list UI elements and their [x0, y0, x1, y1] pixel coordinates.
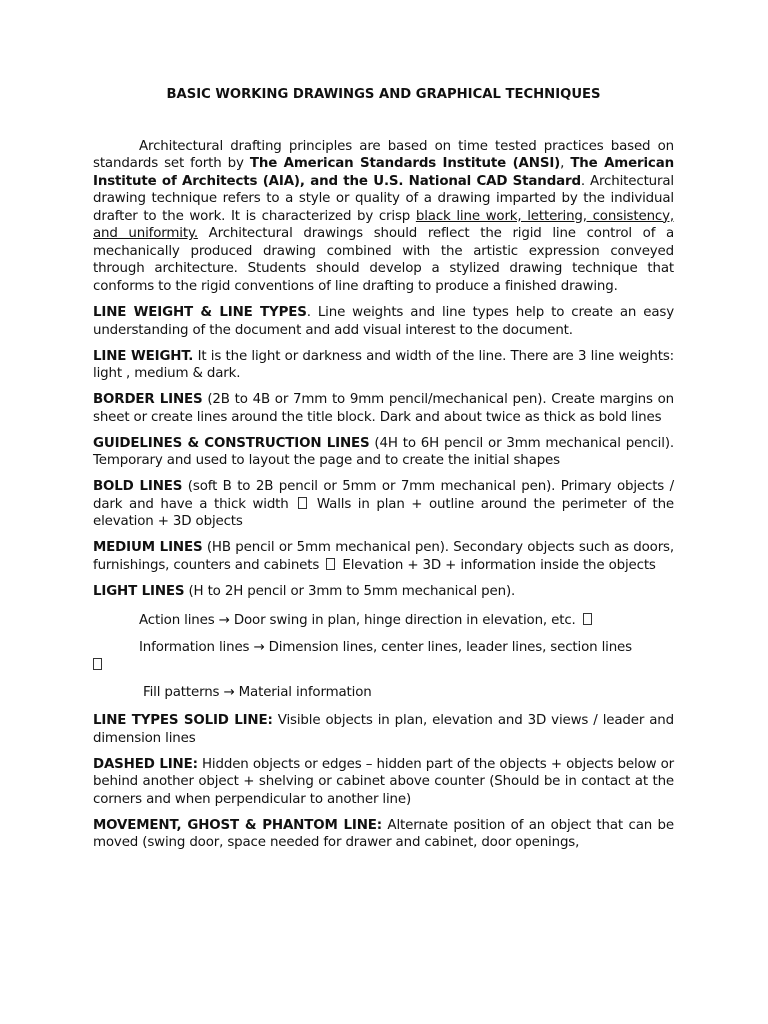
- border-lines-paragraph: BORDER LINES (2B to 4B or 7mm to 9mm pencil/mechanical pen). Create margins on sheet or create lines around the title block. Dark and about twice as thick as bold lines: [93, 392, 674, 425]
- section-label: LINE WEIGHT & LINE TYPES: [93, 305, 307, 320]
- medium-lines-paragraph: MEDIUM LINES (HB pencil or 5mm mechanical pen). Secondary objects such as doors, furnishings, counters and cabinets Elevation + 3D + information inside the objects: [93, 540, 674, 573]
- section-label: MEDIUM LINES: [93, 540, 203, 555]
- section-label: DASHED LINE:: [93, 756, 198, 772]
- underlined-phrase: black line work, lettering, consistency, and uniformity.: [93, 208, 675, 241]
- movement-line-paragraph: MOVEMENT, GHOST & PHANTOM LINE: Alternate position of an object that can be moved (swing door, space needed for drawer and cabinet, door openings,: [93, 817, 674, 850]
- document-page: [93, 86, 674, 860]
- section-label: GUIDELINES & CONSTRUCTION LINES: [93, 435, 370, 451]
- missing-glyph-icon: [583, 613, 592, 625]
- light-lines-paragraph: LIGHT LINES (H to 2H pencil or 3mm to 5mm mechanical pen).: [93, 583, 516, 599]
- guidelines-paragraph: GUIDELINES & CONSTRUCTION LINES (4H to 6H pencil or 3mm mechanical pencil). Temporary and used to layout the page and to create the initial shapes: [93, 435, 674, 468]
- ansi-name: The American Standards Institute (ANSI): [249, 156, 561, 171]
- solid-line-paragraph: LINE TYPES SOLID LINE: Visible objects in plan, elevation and 3D views / leader and dimension lines: [93, 713, 674, 746]
- section-label: LINE TYPES SOLID LINE:: [93, 713, 273, 728]
- missing-glyph-icon: [326, 558, 335, 570]
- dashed-line-paragraph: DASHED LINE: Hidden objects or edges – hidden part of the objects + objects below or behind another object + shelving or cabinet above counter (Should be in contact at the corners and when perpendicular to another line): [93, 756, 674, 807]
- information-lines-item: Information lines → Dimension lines, center lines, leader lines, section lines: [93, 639, 674, 674]
- bold-lines-paragraph: BOLD LINES (soft B to 2B pencil or 5mm or 7mm mechanical pen). Primary objects / dark and have a thick width Walls in plan + outline around the perimeter of the elevation + 3D objects: [93, 479, 675, 529]
- line-weight-paragraph: LINE WEIGHT. It is the light or darkness and width of the line. There are 3 line weights: light , medium & dark.: [93, 348, 675, 381]
- fill-patterns-item: Fill patterns → Material information: [143, 684, 372, 700]
- section-label: BOLD LINES: [93, 479, 183, 494]
- section-label: LIGHT LINES: [93, 583, 185, 599]
- aia-name: The American Institute of Architects (AIA), and the U.S. National CAD Standard: [93, 156, 674, 189]
- missing-glyph-icon: [93, 658, 102, 670]
- document-title: BASIC WORKING DRAWINGS AND GRAPHICAL TECHNIQUES: [166, 87, 601, 102]
- missing-glyph-icon: [298, 497, 307, 509]
- section-label: MOVEMENT, GHOST & PHANTOM LINE:: [93, 817, 382, 833]
- section-label: LINE WEIGHT.: [93, 348, 194, 364]
- section-label: BORDER LINES: [93, 392, 203, 407]
- action-lines-item: Action lines → Door swing in plan, hinge direction in elevation, etc.: [93, 612, 674, 630]
- line-weight-types-paragraph: LINE WEIGHT & LINE TYPES. Line weights and line types help to create an easy understanding of the document and add visual interest to the document.: [93, 305, 674, 338]
- intro-paragraph: Architectural drafting principles are based on time tested practices based on standards set forth by The American Standards Institute (ANSI), The American Institute of Architects (AIA), and the U.S. National CAD Standard. Architectural drawing technique refers to a style or quality of a drawing imparted by the individual drafter to the work. It is characterized by crisp black line work, lettering, consistency, and uniformity. Architectural drawings should reflect the rigid line control of a mechanically produced drawing combined with the artistic expression conveyed through architecture. Students should develop a stylized drawing technique that conforms to the rigid conventions of line drafting to produce a finished drawing.: [93, 138, 675, 294]
